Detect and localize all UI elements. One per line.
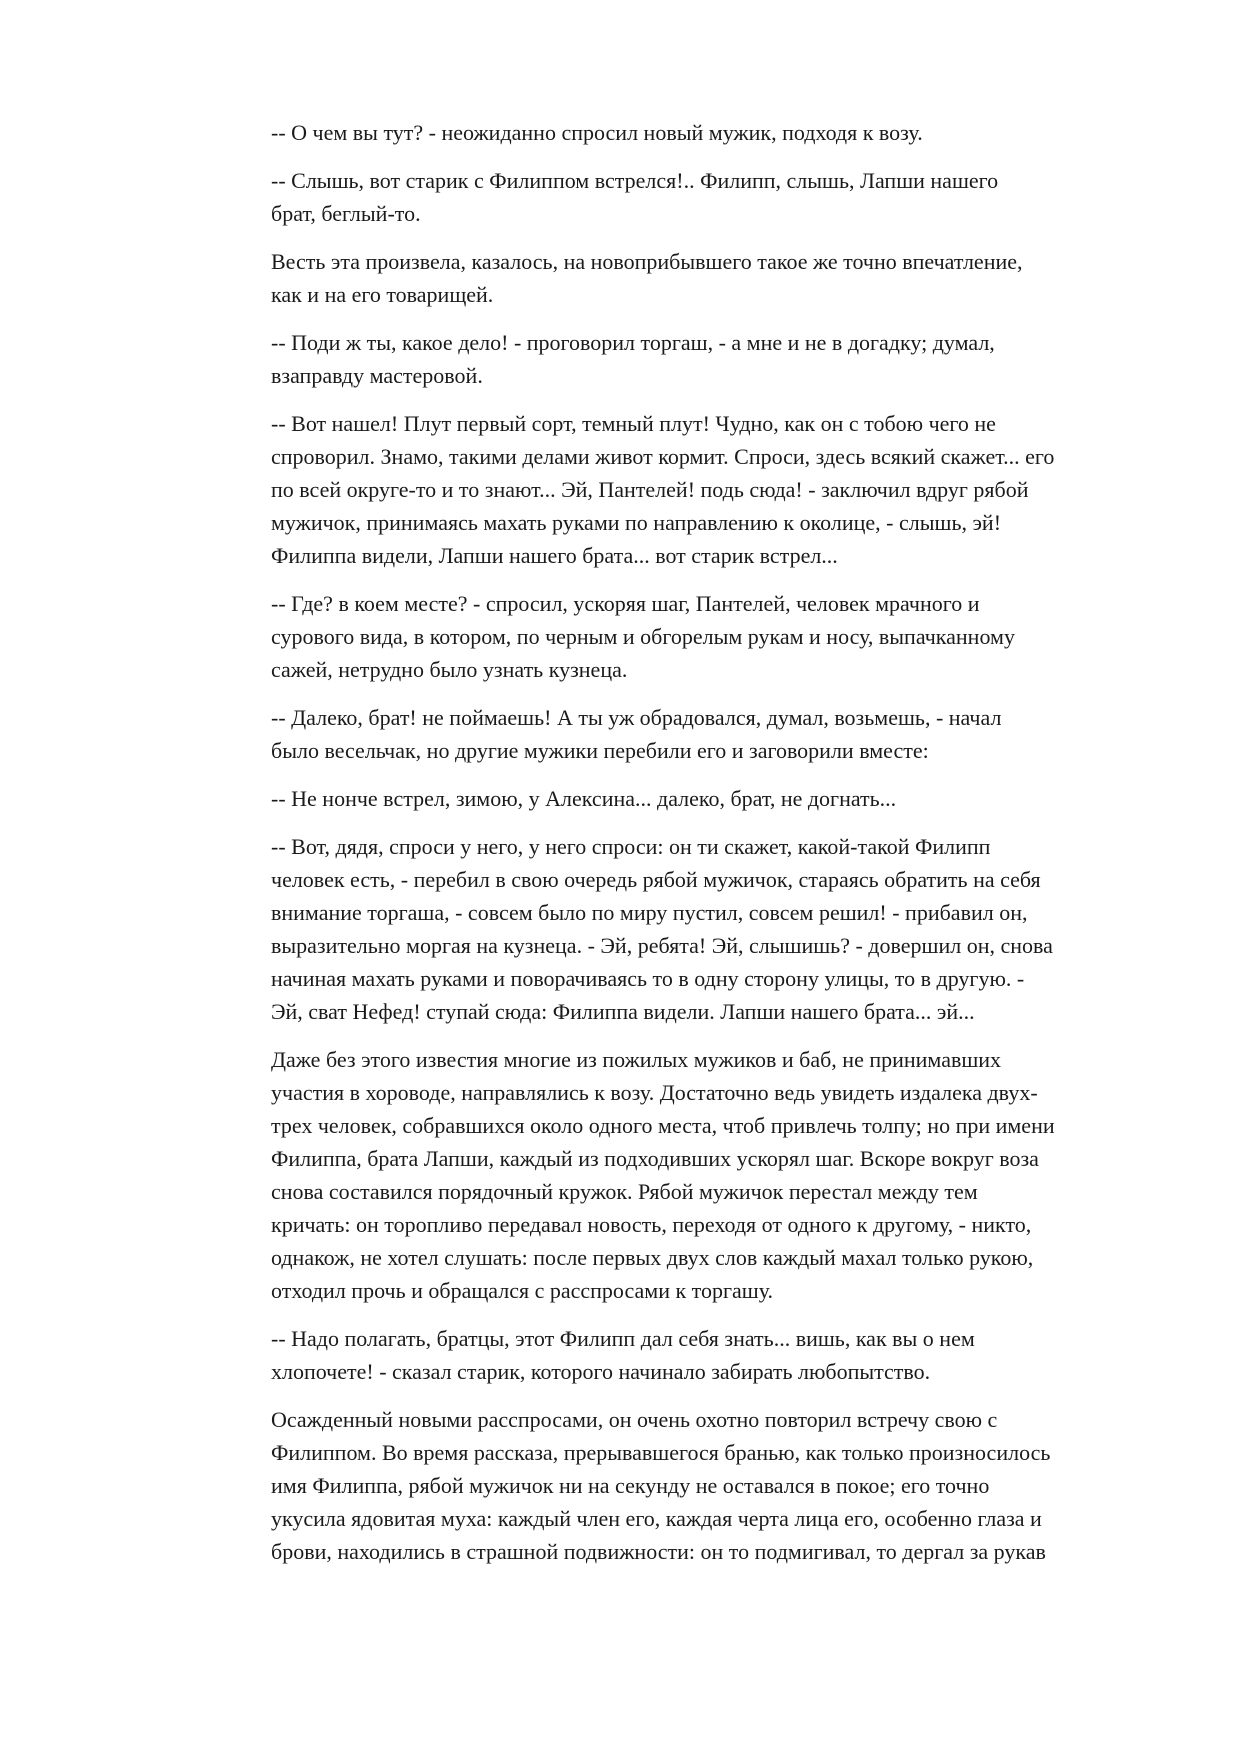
text-line: Весть эта произвела, казалось, на новоприбывшего такое же точно впечатление,	[271, 249, 1023, 274]
text-line: как и на его товарищей.	[271, 282, 494, 307]
text-line: спроворил. Знамо, такими делами живот кормит. Спроси, здесь всякий скажет... его	[271, 444, 1055, 469]
text-line: Филиппа, брата Лапши, каждый из подходивших ускорял шаг. Вскоре вокруг воза	[271, 1146, 1039, 1171]
text-line: -- Где? в коем месте? - спросил, ускоряя шаг, Пантелей, человек мрачного и	[271, 591, 980, 616]
paragraph	[253, 326, 1153, 392]
text-line: -- Поди ж ты, какое дело! - проговорил торгаш, - а мне и не в догадку; думал,	[271, 330, 995, 355]
text-line: -- Вот нашел! Плут первый сорт, темный плут! Чудно, как он с тобою чего не	[271, 411, 996, 436]
text-line: брат, беглый-то.	[271, 201, 421, 226]
text-line: трех человек, собравшихся около одного места, чтоб привлечь толпу; но при имени	[271, 1113, 1055, 1138]
paragraph	[253, 701, 1153, 767]
paragraph	[253, 116, 1153, 149]
text-line: кричать: он торопливо передавал новость, переходя от одного к другому, - никто,	[271, 1212, 1032, 1237]
text-line: сурового вида, в котором, по черным и обгорелым рукам и носу, выпачканному	[271, 624, 1015, 649]
text-line: Филиппа видели, Лапши нашего брата... вот старик встрел...	[271, 543, 838, 568]
text-line: снова составился порядочный кружок. Рябой мужичок перестал между тем	[271, 1179, 978, 1204]
text-line: укусила ядовитая муха: каждый член его, каждая черта лица его, особенно глаза и	[271, 1506, 1042, 1531]
text-line: однакож, не хотел слушать: после первых двух слов каждый махал только рукою,	[271, 1245, 1034, 1270]
text-line: взаправду мастеровой.	[271, 363, 483, 388]
text-line: Филиппом. Во время рассказа, прерывавшегося бранью, как только произносилось	[271, 1440, 1051, 1465]
text-line: -- Не нонче встрел, зимою, у Алексина... далеко, брат, не догнать...	[271, 786, 897, 811]
document-body	[253, 116, 1153, 1583]
text-line: отходил прочь и обращался с расспросами к торгашу.	[271, 1278, 774, 1303]
text-line: начиная махать руками и поворачиваясь то в одну сторону улицы, то в другую. -	[271, 966, 1025, 991]
text-line: имя Филиппа, рябой мужичок ни на секунду не оставался в покое; его точно	[271, 1473, 990, 1498]
text-line: выразительно моргая на кузнеца. - Эй, ребята! Эй, слышишь? - довершил он, снова	[271, 933, 1053, 958]
text-line: человек есть, - перебил в свою очередь рябой мужичок, стараясь обратить на себя	[271, 867, 1041, 892]
text-line: по всей округе-то и то знают... Эй, Пантелей! подь сюда! - заключил вдруг рябой	[271, 477, 1029, 502]
text-line: -- Вот, дядя, спроси у него, у него спроси: он ти скажет, какой-такой Филипп	[271, 834, 991, 859]
paragraph	[253, 587, 1153, 686]
text-line: хлопочете! - сказал старик, которого начинало забирать любопытство.	[271, 1359, 931, 1384]
text-line: Осажденный новыми расспросами, он очень охотно повторил встречу свою с	[271, 1407, 998, 1432]
text-line: участия в хороводе, направлялись к возу. Достаточно ведь увидеть издалека двух-	[271, 1080, 1038, 1105]
paragraph	[253, 1403, 1153, 1568]
text-line: -- Слышь, вот старик с Филиппом встрелся!.. Филипп, слышь, Лапши нашего	[271, 168, 999, 193]
text-line: мужичок, принимаясь махать руками по направлению к околице, - слышь, эй!	[271, 510, 1002, 535]
paragraph	[253, 830, 1153, 1028]
text-line: -- Далеко, брат! не поймаешь! А ты уж обрадовался, думал, возьмешь, - начал	[271, 705, 1002, 730]
paragraph	[253, 1322, 1153, 1388]
text-line: -- О чем вы тут? - неожиданно спросил новый мужик, подходя к возу.	[271, 120, 923, 145]
text-line: Даже без этого известия многие из пожилых мужиков и баб, не принимавших	[271, 1047, 1002, 1072]
paragraph	[253, 164, 1153, 230]
paragraph	[253, 1043, 1153, 1307]
text-line: брови, находились в страшной подвижности: он то подмигивал, то дергал за рукав	[271, 1539, 1046, 1564]
text-line: -- Надо полагать, братцы, этот Филипп дал себя знать... вишь, как вы о нем	[271, 1326, 975, 1351]
text-line: сажей, нетрудно было узнать кузнеца.	[271, 657, 628, 682]
paragraph	[253, 245, 1153, 311]
paragraph	[253, 407, 1153, 572]
text-line: внимание торгаша, - совсем было по миру пустил, совсем решил! - прибавил он,	[271, 900, 1028, 925]
text-line: Эй, сват Нефед! ступай сюда: Филиппа видели. Лапши нашего брата... эй...	[271, 999, 975, 1024]
text-line: было весельчак, но другие мужики перебили его и заговорили вместе:	[271, 738, 929, 763]
paragraph	[253, 782, 1153, 815]
